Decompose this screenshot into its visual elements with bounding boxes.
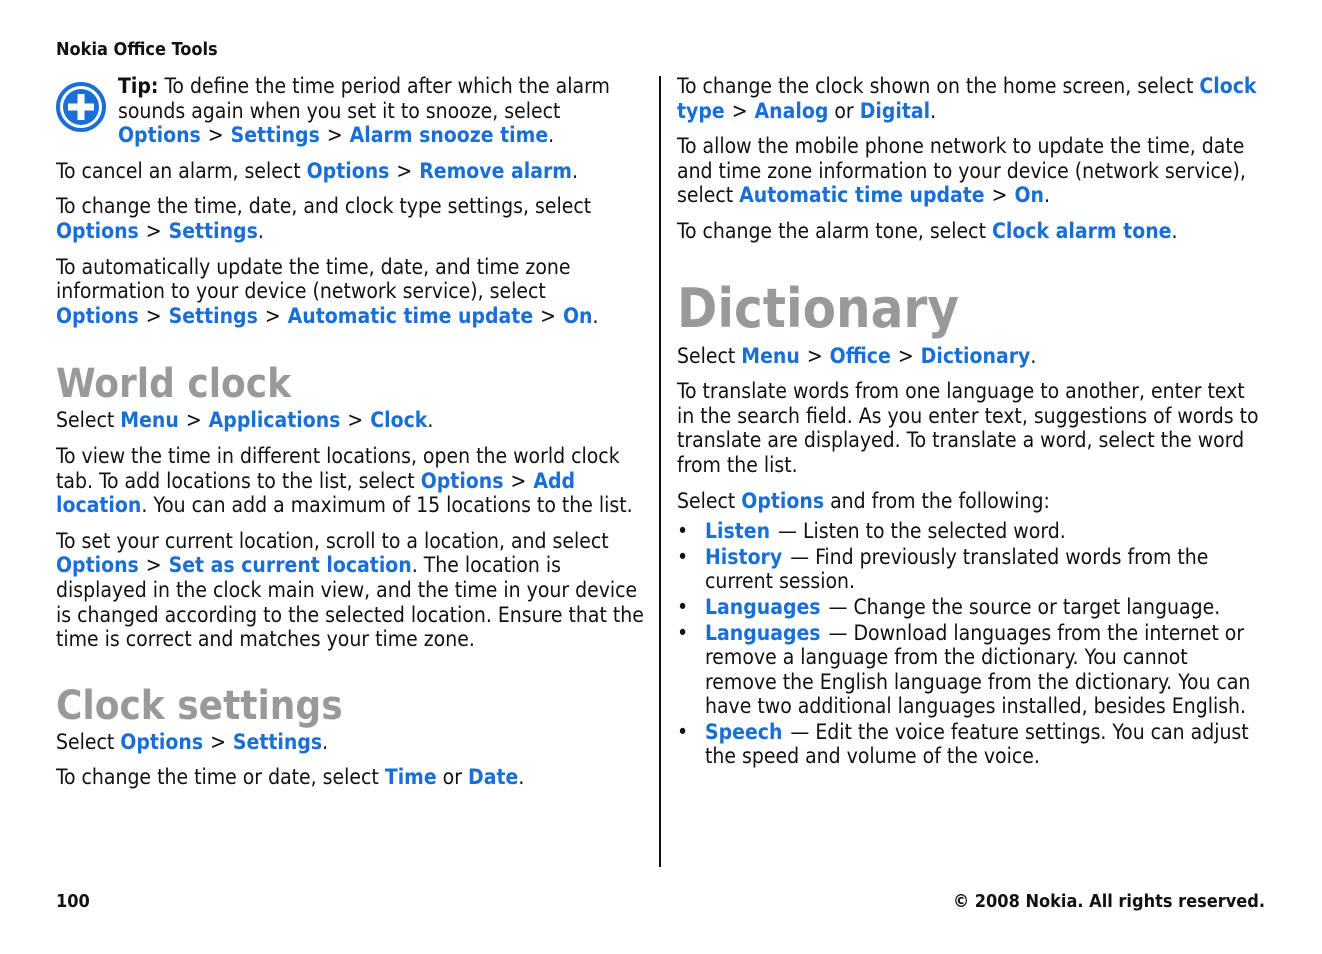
- body-text: Select: [56, 729, 121, 754]
- option-description: — Edit the voice feature settings. You can adjust the speed and volume of the voice.: [705, 719, 1249, 769]
- paragraph-cancel-alarm: [56, 159, 646, 184]
- paragraph-home-clock: [677, 74, 1265, 123]
- option-link[interactable]: Options: [306, 158, 390, 183]
- option-link[interactable]: Options: [56, 553, 139, 578]
- path-separator: >: [806, 343, 823, 368]
- body-text: To change the clock shown on the home screen, select: [677, 74, 1200, 98]
- paragraph-clock-change: [56, 765, 646, 790]
- plus-circle-icon: [56, 82, 106, 132]
- option-link[interactable]: Clock: [370, 408, 428, 433]
- option-link[interactable]: Automatic time update: [739, 183, 985, 208]
- punctuation: .: [548, 123, 555, 148]
- paragraph-dict-select: [677, 344, 1265, 369]
- option-link[interactable]: Automatic time update: [287, 303, 534, 328]
- paragraph-world-set: [56, 529, 646, 652]
- path-separator: >: [540, 303, 556, 328]
- body-text: or: [436, 765, 469, 790]
- punctuation: .: [257, 218, 264, 243]
- tip-label: Tip:: [118, 74, 159, 98]
- punctuation: .: [322, 729, 329, 754]
- option-link[interactable]: Add location: [56, 468, 576, 518]
- option-link[interactable]: Menu: [120, 408, 179, 433]
- option-link[interactable]: Options: [56, 303, 139, 328]
- option-description: — Download languages from the internet or remove a language from the dictionary. You cannot remove the English language from the dictionary. You can have two additional languages installed, besides English.: [705, 620, 1251, 719]
- body-text: . You can add a maximum of 15 locations to the list.: [141, 493, 633, 518]
- tip-text: To define the time period after which the alarm sounds again when you set it to snooze, select: [118, 74, 610, 123]
- option-link[interactable]: Dictionary: [920, 343, 1031, 368]
- page-number: 100: [56, 891, 90, 912]
- option-link[interactable]: Clock alarm tone: [991, 218, 1172, 243]
- heading-dictionary: Dictionary: [677, 276, 960, 340]
- punctuation: .: [571, 158, 578, 183]
- paragraph-dict-options: [677, 489, 1265, 514]
- body-text: To allow the mobile phone network to update the time, date and time zone information to your device (network service), select: [677, 134, 1246, 208]
- body-text: To change the time, date, and clock type settings, select: [56, 194, 592, 219]
- list-item: [677, 720, 1265, 769]
- paragraph-network-update: [677, 134, 1265, 208]
- path-separator: >: [897, 343, 914, 368]
- paragraph-world-view: [56, 444, 646, 518]
- path-separator: >: [347, 408, 364, 433]
- option-link[interactable]: Analog: [754, 98, 829, 123]
- option-link[interactable]: Options: [420, 468, 504, 493]
- path-separator: >: [185, 408, 202, 433]
- option-link[interactable]: Settings: [168, 218, 258, 243]
- body-text: To change the alarm tone, select: [677, 218, 992, 243]
- tip-box: [56, 74, 646, 148]
- path-separator: >: [510, 468, 527, 493]
- paragraph-dict-translate: To translate words from one language to another, enter text in the search field. As you enter text, suggestions of words to translate are displayed. To translate a word, select the word from the list.: [677, 379, 1259, 477]
- option-description: — Listen to the selected word.: [778, 519, 1066, 544]
- option-link[interactable]: Digital: [859, 98, 931, 123]
- punctuation: .: [1030, 343, 1037, 368]
- option-link[interactable]: Speech: [705, 719, 783, 744]
- punctuation: .: [1171, 218, 1178, 243]
- option-description: — Change the source or target language.: [828, 594, 1221, 619]
- body-text: and from the following:: [824, 488, 1050, 513]
- copyright-notice: © 2008 Nokia. All rights reserved.: [952, 891, 1265, 912]
- option-link[interactable]: Date: [468, 765, 519, 790]
- list-item: [677, 621, 1265, 719]
- punctuation: .: [592, 303, 599, 328]
- option-link[interactable]: On: [563, 303, 593, 328]
- option-link[interactable]: Settings: [230, 123, 320, 148]
- option-link[interactable]: On: [1014, 183, 1044, 208]
- path-separator: >: [326, 123, 343, 148]
- path-separator: >: [145, 218, 162, 243]
- punctuation: .: [427, 408, 434, 433]
- option-link[interactable]: History: [705, 544, 783, 569]
- path-separator: >: [145, 553, 162, 578]
- body-text: To cancel an alarm, select: [56, 158, 307, 183]
- list-item: [677, 545, 1265, 594]
- dictionary-options-list: [677, 519, 1265, 769]
- column-divider: [659, 76, 661, 867]
- path-separator: >: [207, 123, 224, 148]
- left-column: [56, 74, 646, 801]
- punctuation: .: [930, 98, 937, 123]
- punctuation: .: [1043, 183, 1050, 208]
- body-text: or: [828, 98, 860, 123]
- path-separator: >: [210, 729, 226, 754]
- list-item: [677, 519, 1265, 544]
- body-text: To automatically update the time, date, and time zone information to your device (network service), select: [56, 254, 571, 304]
- option-link[interactable]: Alarm snooze time: [349, 123, 549, 148]
- option-link[interactable]: Languages: [705, 594, 821, 619]
- body-text: To view the time in different locations, open the world clock tab. To add locations to the list, select: [56, 443, 620, 493]
- option-link[interactable]: Options: [118, 123, 201, 148]
- heading-world-clock: World clock: [56, 361, 291, 408]
- option-link[interactable]: Time: [384, 765, 437, 790]
- heading-clock-settings: Clock settings: [56, 682, 343, 729]
- option-link[interactable]: Languages: [705, 620, 821, 645]
- paragraph-clock-select: [56, 730, 646, 755]
- option-description: — Find previously translated words from the current session.: [705, 544, 1209, 594]
- right-column: [677, 74, 1265, 770]
- body-text: . The location is displayed in the clock main view, and the time in your device is changed according to the selected location. Ensure that the time is correct and matches your time zone.: [56, 553, 644, 652]
- option-link[interactable]: Settings: [232, 729, 323, 754]
- option-link[interactable]: Options: [56, 218, 139, 243]
- paragraph-auto-update: [56, 255, 646, 329]
- option-link[interactable]: Options: [741, 488, 825, 513]
- option-link[interactable]: Remove alarm: [419, 158, 572, 183]
- option-link[interactable]: Office: [829, 343, 891, 368]
- body-text: Select: [56, 408, 121, 433]
- path-separator: >: [264, 303, 281, 328]
- body-text: Select: [677, 488, 742, 513]
- list-item: [677, 595, 1265, 620]
- option-link[interactable]: Clock type: [677, 74, 1257, 123]
- body-text: To change the time or date, select: [56, 765, 385, 790]
- body-text: To set your current location, scroll to a location, and select: [56, 528, 609, 553]
- path-separator: >: [991, 183, 1008, 208]
- option-link[interactable]: Applications: [208, 408, 341, 433]
- option-link[interactable]: Menu: [741, 343, 800, 368]
- option-link[interactable]: Options: [120, 729, 204, 754]
- option-link[interactable]: Set as current location: [168, 553, 412, 578]
- body-text: Select: [677, 343, 742, 368]
- running-header: Nokia Office Tools: [56, 39, 218, 60]
- option-link[interactable]: Listen: [705, 519, 771, 544]
- path-separator: >: [731, 98, 748, 123]
- punctuation: .: [518, 765, 525, 790]
- path-separator: >: [145, 303, 162, 328]
- option-link[interactable]: Settings: [168, 303, 258, 328]
- paragraph-alarm-tone: [677, 219, 1265, 244]
- paragraph-change-settings: [56, 194, 646, 243]
- paragraph-world-select: [56, 408, 646, 433]
- path-separator: >: [396, 158, 413, 183]
